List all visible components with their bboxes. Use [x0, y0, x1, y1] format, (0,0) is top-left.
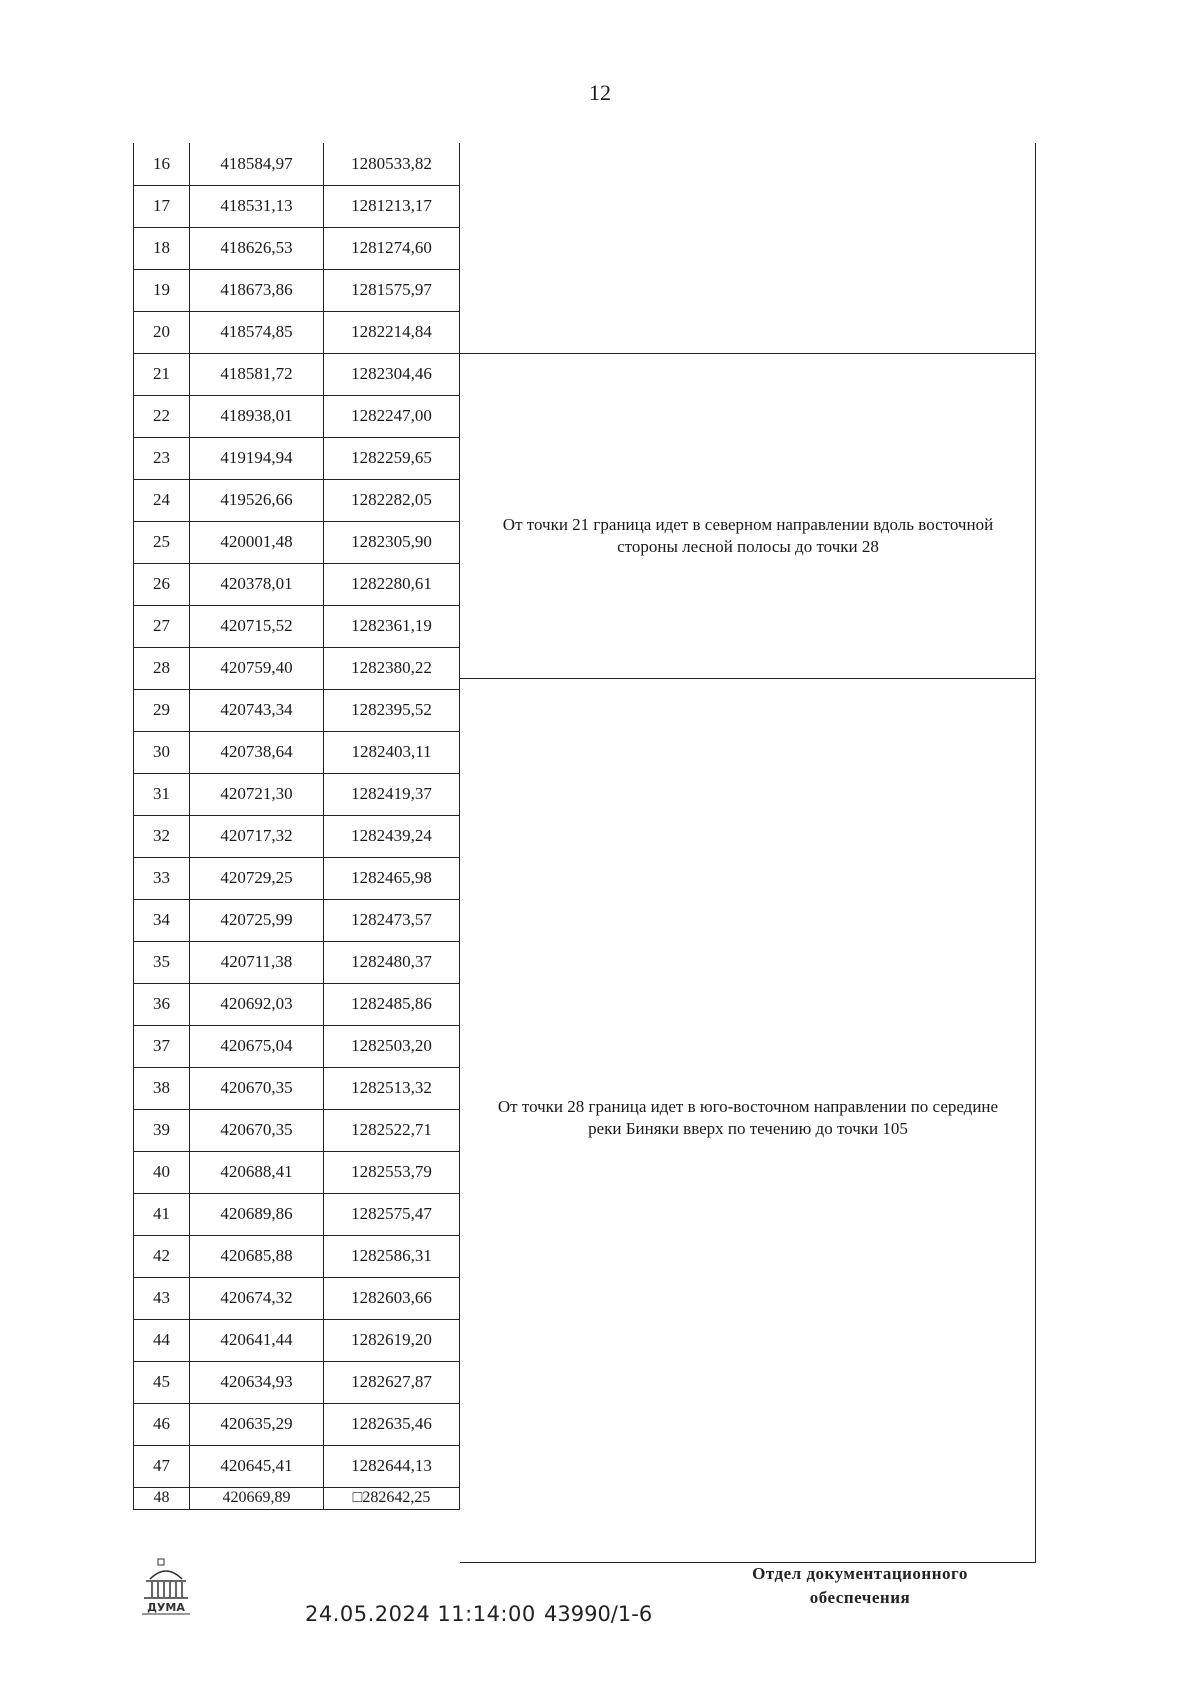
point-number-cell: 30	[134, 731, 190, 773]
point-number-cell: 29	[134, 689, 190, 731]
x-coordinate-cell: 418574,85	[190, 311, 324, 353]
x-coordinate-cell: 420645,41	[190, 1445, 324, 1487]
divider-point-21	[460, 353, 1036, 354]
table-row	[134, 689, 460, 731]
y-coordinate-cell: 1281575,97	[324, 269, 460, 311]
stamp-line-1: Отдел документационного	[752, 1564, 968, 1583]
x-coordinate-cell: 420685,88	[190, 1235, 324, 1277]
department-stamp	[700, 1562, 1020, 1610]
table-row	[134, 311, 460, 353]
table-row	[134, 1361, 460, 1403]
point-number-cell: 25	[134, 521, 190, 563]
point-number-cell: 32	[134, 815, 190, 857]
x-coordinate-cell: 420669,89	[190, 1487, 324, 1509]
table-row	[134, 1235, 460, 1277]
y-coordinate-cell: 1282304,46	[324, 353, 460, 395]
y-coordinate-cell: 1282522,71	[324, 1109, 460, 1151]
x-coordinate-cell: 420721,30	[190, 773, 324, 815]
y-coordinate-cell: 1282259,65	[324, 437, 460, 479]
point-number-cell: 28	[134, 647, 190, 689]
y-coordinate-cell: 1282282,05	[324, 479, 460, 521]
y-coordinate-cell: 1282553,79	[324, 1151, 460, 1193]
point-number-cell: 31	[134, 773, 190, 815]
table-row	[134, 815, 460, 857]
point-number-cell: 41	[134, 1193, 190, 1235]
x-coordinate-cell: 420729,25	[190, 857, 324, 899]
x-coordinate-cell: 420717,32	[190, 815, 324, 857]
x-coordinate-cell: 420670,35	[190, 1109, 324, 1151]
point-number-cell: 21	[134, 353, 190, 395]
point-number-cell: 46	[134, 1403, 190, 1445]
table-row	[134, 1025, 460, 1067]
y-coordinate-cell: □282642,25	[324, 1487, 460, 1509]
x-coordinate-cell: 419526,66	[190, 479, 324, 521]
table-row	[134, 1403, 460, 1445]
table-row	[134, 1319, 460, 1361]
x-coordinate-cell: 418581,72	[190, 353, 324, 395]
y-coordinate-cell: 1282419,37	[324, 773, 460, 815]
point-number-cell: 17	[134, 185, 190, 227]
table-row	[134, 983, 460, 1025]
y-coordinate-cell: 1282627,87	[324, 1361, 460, 1403]
x-coordinate-cell: 420689,86	[190, 1193, 324, 1235]
y-coordinate-cell: 1282395,52	[324, 689, 460, 731]
x-coordinate-cell: 420675,04	[190, 1025, 324, 1067]
table-row	[134, 353, 460, 395]
x-coordinate-cell: 419194,94	[190, 437, 324, 479]
table-row	[134, 1277, 460, 1319]
x-coordinate-cell: 420711,38	[190, 941, 324, 983]
x-coordinate-cell: 418626,53	[190, 227, 324, 269]
point-number-cell: 45	[134, 1361, 190, 1403]
point-number-cell: 44	[134, 1319, 190, 1361]
coordinates-table	[133, 143, 460, 1510]
table-row	[134, 227, 460, 269]
point-number-cell: 43	[134, 1277, 190, 1319]
point-number-cell: 20	[134, 311, 190, 353]
table-row	[134, 185, 460, 227]
x-coordinate-cell: 418531,13	[190, 185, 324, 227]
y-coordinate-cell: 1282503,20	[324, 1025, 460, 1067]
point-number-cell: 22	[134, 395, 190, 437]
point-number-cell: 35	[134, 941, 190, 983]
x-coordinate-cell: 420688,41	[190, 1151, 324, 1193]
y-coordinate-cell: 1281274,60	[324, 227, 460, 269]
table-row	[134, 269, 460, 311]
registration-datetime: 24.05.2024 11:14:00	[305, 1602, 536, 1626]
y-coordinate-cell: 1282473,57	[324, 899, 460, 941]
table-row	[134, 437, 460, 479]
x-coordinate-cell: 420759,40	[190, 647, 324, 689]
y-coordinate-cell: 1282619,20	[324, 1319, 460, 1361]
point-number-cell: 40	[134, 1151, 190, 1193]
table-row	[134, 563, 460, 605]
logo-text: ДУМА	[147, 1601, 185, 1614]
x-coordinate-cell: 418673,86	[190, 269, 324, 311]
y-coordinate-cell: 1282485,86	[324, 983, 460, 1025]
x-coordinate-cell: 418938,01	[190, 395, 324, 437]
point-number-cell: 33	[134, 857, 190, 899]
boundary-description-column	[460, 143, 1036, 1563]
y-coordinate-cell: 1282586,31	[324, 1235, 460, 1277]
y-coordinate-cell: 1282465,98	[324, 857, 460, 899]
table-row	[134, 1487, 460, 1509]
point-number-cell: 47	[134, 1445, 190, 1487]
table-row	[134, 1445, 460, 1487]
x-coordinate-cell: 418584,97	[190, 143, 324, 185]
y-coordinate-cell: 1282280,61	[324, 563, 460, 605]
registration-number: 43990/1-6	[544, 1602, 653, 1626]
table-row	[134, 899, 460, 941]
x-coordinate-cell: 420725,99	[190, 899, 324, 941]
y-coordinate-cell: 1282480,37	[324, 941, 460, 983]
y-coordinate-cell: 1282305,90	[324, 521, 460, 563]
table-row	[134, 395, 460, 437]
y-coordinate-cell: 1282403,11	[324, 731, 460, 773]
point-number-cell: 36	[134, 983, 190, 1025]
x-coordinate-cell: 420641,44	[190, 1319, 324, 1361]
coordinates-table-body	[134, 143, 460, 1509]
point-number-cell: 24	[134, 479, 190, 521]
point-number-cell: 23	[134, 437, 190, 479]
y-coordinate-cell: 1282380,22	[324, 647, 460, 689]
y-coordinate-cell: 1282575,47	[324, 1193, 460, 1235]
table-row	[134, 605, 460, 647]
table-row	[134, 731, 460, 773]
x-coordinate-cell: 420378,01	[190, 563, 324, 605]
table-row	[134, 143, 460, 185]
x-coordinate-cell: 420692,03	[190, 983, 324, 1025]
y-coordinate-cell: 1281213,17	[324, 185, 460, 227]
x-coordinate-cell: 420743,34	[190, 689, 324, 731]
y-coordinate-cell: 1282635,46	[324, 1403, 460, 1445]
y-coordinate-cell: 1282513,32	[324, 1067, 460, 1109]
x-coordinate-cell: 420670,35	[190, 1067, 324, 1109]
duma-logo-icon	[138, 1557, 194, 1617]
description-21-to-28: От точки 21 граница идет в северном направлении вдоль восточной стороны лесной полосы до точки 28	[502, 515, 994, 556]
table-row	[134, 773, 460, 815]
table-row	[134, 1109, 460, 1151]
x-coordinate-cell: 420634,93	[190, 1361, 324, 1403]
description-28-to-105: От точки 28 граница идет в юго-восточном направлении по середине реки Биняки вверх по течению до точки 105	[497, 1097, 999, 1138]
table-row	[134, 857, 460, 899]
point-number-cell: 38	[134, 1067, 190, 1109]
point-number-cell: 39	[134, 1109, 190, 1151]
y-coordinate-cell: 1282361,19	[324, 605, 460, 647]
y-coordinate-cell: 1282214,84	[324, 311, 460, 353]
x-coordinate-cell: 420738,64	[190, 731, 324, 773]
divider-point-28	[460, 678, 1036, 679]
page-number: 12	[589, 80, 611, 105]
y-coordinate-cell: 1282439,24	[324, 815, 460, 857]
table-row	[134, 1067, 460, 1109]
x-coordinate-cell: 420635,29	[190, 1403, 324, 1445]
y-coordinate-cell: 1282603,66	[324, 1277, 460, 1319]
y-coordinate-cell: 1280533,82	[324, 143, 460, 185]
point-number-cell: 18	[134, 227, 190, 269]
point-number-cell: 37	[134, 1025, 190, 1067]
point-number-cell: 48	[134, 1487, 190, 1509]
x-coordinate-cell: 420674,32	[190, 1277, 324, 1319]
x-coordinate-cell: 420715,52	[190, 605, 324, 647]
stamp-line-2: обеспечения	[809, 1588, 911, 1607]
x-coordinate-cell: 420001,48	[190, 521, 324, 563]
y-coordinate-cell: 1282247,00	[324, 395, 460, 437]
point-number-cell: 42	[134, 1235, 190, 1277]
y-coordinate-cell: 1282644,13	[324, 1445, 460, 1487]
point-number-cell: 26	[134, 563, 190, 605]
table-row	[134, 941, 460, 983]
table-row	[134, 1193, 460, 1235]
table-row	[134, 479, 460, 521]
table-row	[134, 647, 460, 689]
point-number-cell: 34	[134, 899, 190, 941]
point-number-cell: 27	[134, 605, 190, 647]
point-number-cell: 19	[134, 269, 190, 311]
table-row	[134, 521, 460, 563]
point-number-cell: 16	[134, 143, 190, 185]
table-row	[134, 1151, 460, 1193]
